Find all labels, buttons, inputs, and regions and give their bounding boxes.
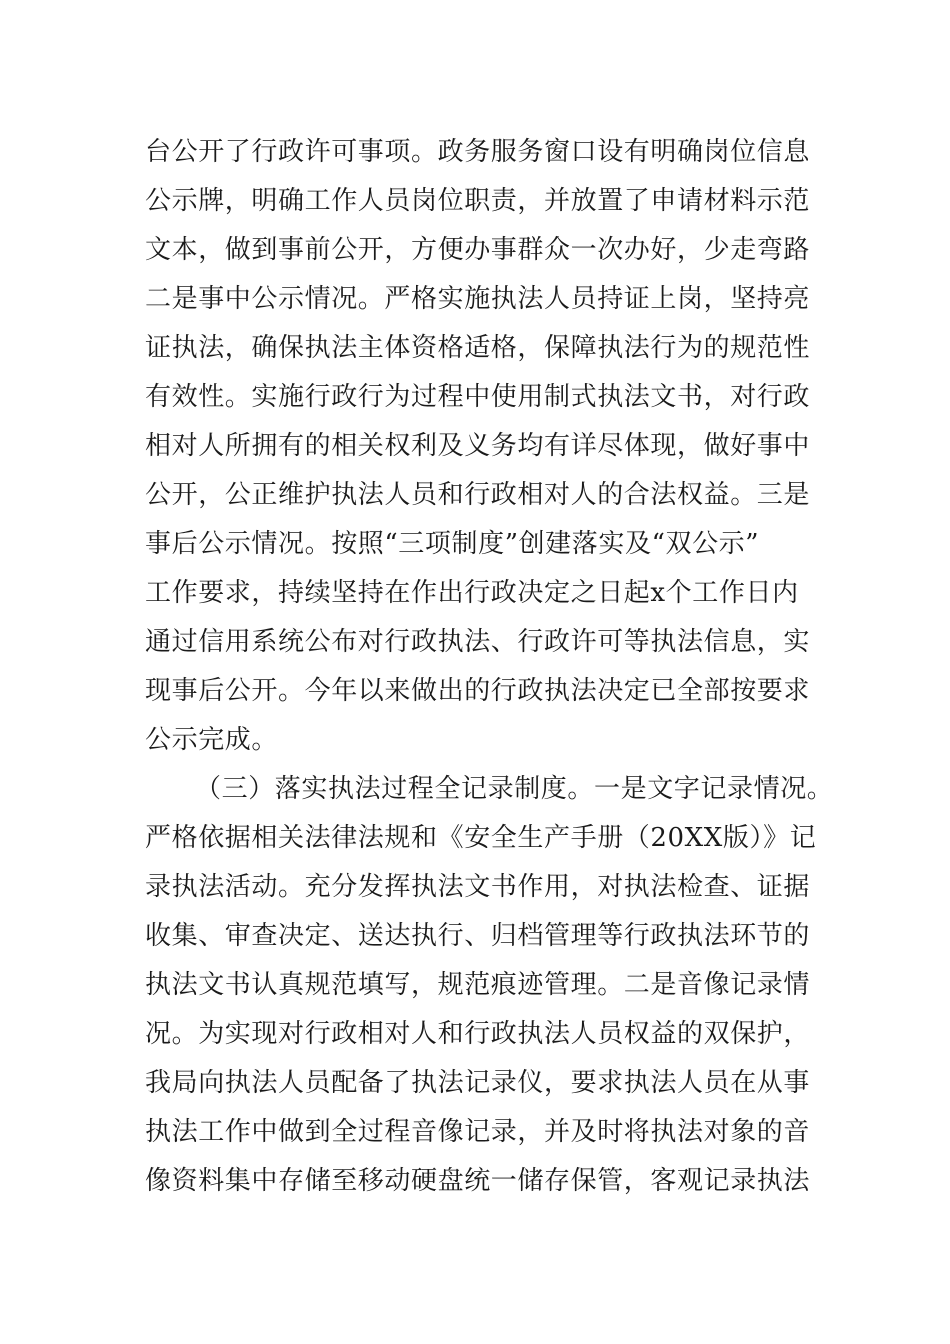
text-line: 执法工作中做到全过程音像记录，并及时将执法对象的音 <box>145 1117 811 1147</box>
text-line: 公示牌，明确工作人员岗位职责，并放置了申请材料示范 <box>145 186 811 216</box>
text-line: 执法文书认真规范填写，规范痕迹管理。二是音像记录情 <box>145 970 811 1000</box>
text-line: 相对人所拥有的相关权利及义务均有详尽体现，做好事中 <box>145 431 811 461</box>
text-line: 况。为实现对行政相对人和行政执法人员权益的双保护， <box>145 1019 811 1049</box>
text-line: 事后公示情况。按照“三项制度”创建落实及“双公示” <box>145 529 760 559</box>
text-line: 录执法活动。充分发挥执法文书作用，对执法检查、证据 <box>145 872 811 902</box>
text-line: 台公开了行政许可事项。政务服务窗口设有明确岗位信息 <box>145 137 811 167</box>
text-line: 收集、审查决定、送达执行、归档管理等行政执法环节的 <box>145 921 811 951</box>
text-line: 文本，做到事前公开，方便办事群众一次办好，少走弯路 <box>145 235 811 265</box>
text-line: 通过信用系统公布对行政执法、行政许可等执法信息，实 <box>145 627 811 657</box>
body-text <box>145 128 834 1206</box>
text-line: 现事后公开。今年以来做出的行政执法决定已全部按要求 <box>145 676 811 706</box>
text-line: 二是事中公示情况。严格实施执法人员持证上岗，坚持亮 <box>145 284 811 314</box>
text-line: 公开，公正维护执法人员和行政相对人的合法权益。三是 <box>145 480 811 510</box>
text-line: 工作要求，持续坚持在作出行政决定之日起x个工作日内 <box>145 578 799 608</box>
text-line: 像资料集中存储至移动硬盘统一储存保管，客观记录执法 <box>145 1166 811 1196</box>
text-line: 证执法，确保执法主体资格适格，保障执法行为的规范性 <box>145 333 811 363</box>
text-line: 公示完成。 <box>145 725 279 755</box>
text-line: 严格依据相关法律法规和《安全生产手册（20XX版）》记 <box>145 823 817 853</box>
text-line: 我局向执法人员配备了执法记录仪，要求执法人员在从事 <box>145 1068 811 1098</box>
text-line: 有效性。实施行政行为过程中使用制式执法文书，对行政 <box>145 382 811 412</box>
section-heading-line: （三）落实执法过程全记录制度。一是文字记录情况。 <box>195 774 834 804</box>
